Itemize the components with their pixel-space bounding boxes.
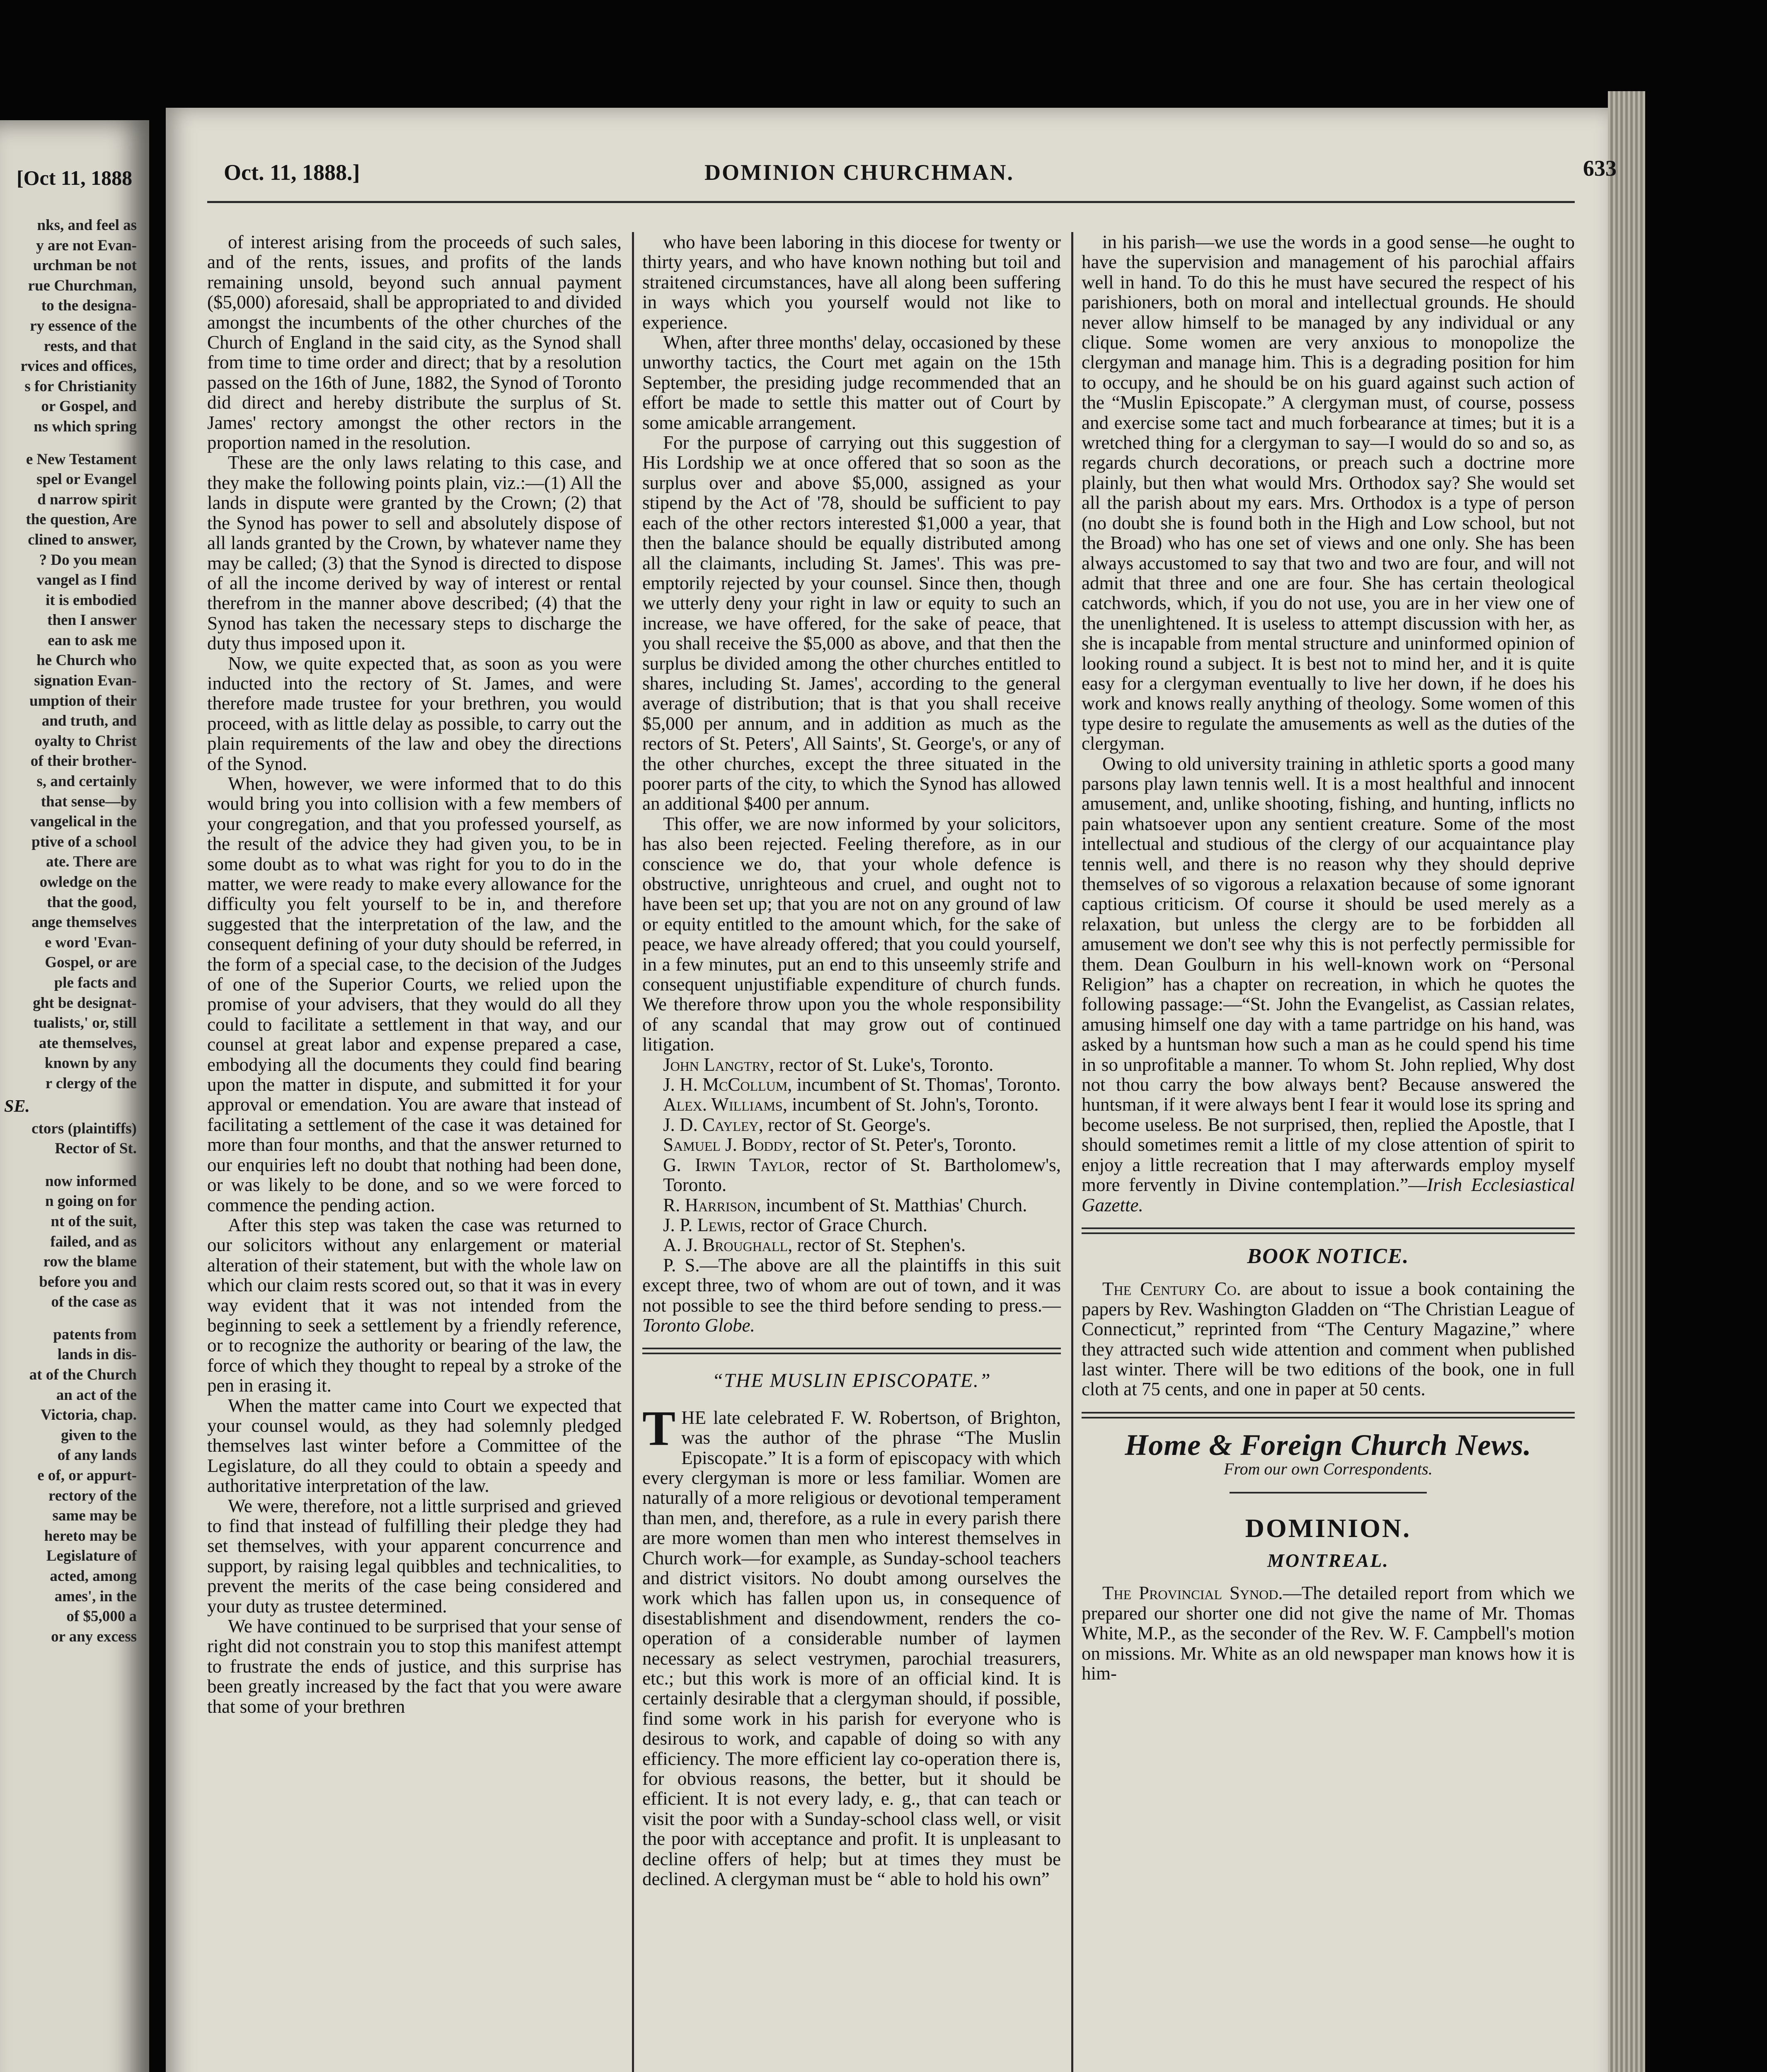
previous-page-line: s for Christianity (24, 378, 137, 395)
signatory: A. J. Broughall, rector of St. Stephen's. (663, 1234, 966, 1256)
previous-page-line: of any lands (57, 1447, 137, 1464)
previous-page-line: umption of their (29, 692, 137, 709)
previous-page-line: failed, and as (50, 1233, 137, 1250)
previous-page-line: tualists,' or, still (33, 1014, 137, 1032)
previous-page-line: e of, or appurt- (37, 1467, 137, 1484)
muslin-episcopate-heading: “THE MUSLIN EPISCOPATE.” (712, 1370, 991, 1392)
previous-page-line: then I answer (47, 612, 137, 629)
paragraph: We were, therefore, not a little surprised and grieved to find that instead of fulfilling their pledge they had set themselves, with your apparent concurrence and support, by raising legal quibbles and technicalities, to prevent the merits of the case being considered and your duty as trustee determined. (207, 1495, 622, 1617)
dominion-heading: DOMINION. (1245, 1513, 1411, 1543)
paragraph: Now, we quite expected that, as soon as you were inducted into the rectory of St. James, and were therefore made trustee for your brethren, you would proceed, with as little delay as possible, to carry out the plain requirements of the law and obey the directions of the Synod. (207, 653, 622, 774)
paragraph: When the matter came into Court we expected that your counsel would, as they had solemnly pledged themselves last winter before a Committee of the Legislature, do all they could to obtain a speedy and authoritative interpretation of the law. (207, 1395, 622, 1496)
correspondents-subheading: From our own Correspondents. (1224, 1460, 1433, 1479)
previous-page-line: rests, and that (44, 337, 137, 355)
issue-date: Oct. 11, 1888.] (224, 160, 360, 185)
previous-page-line: vangelical in the (30, 813, 137, 830)
previous-page-line: spel or Evangel (36, 471, 137, 488)
previous-page-line: y are not Evan- (36, 237, 137, 254)
postscript: P. S.—The above are all the plaintiffs in this suit except three, two of whom are out of town, and it was not possible to see the third before sending to press.—Toronto Globe. (642, 1254, 1061, 1336)
church-news-heading: Home & Foreign Church News. (1125, 1428, 1532, 1462)
previous-page-line: same may be (52, 1507, 137, 1525)
previous-page-line: Rector of St. (55, 1140, 137, 1157)
previous-page-line (0, 1159, 137, 1172)
previous-page-line: known by any (44, 1055, 137, 1072)
previous-page-line: n going on for (45, 1193, 137, 1210)
signatory: Alex. Williams, incumbent of St. John's, Toronto. (663, 1094, 1039, 1115)
muslin-episcopate-text: THE late celebrated F. W. Robertson, of Brighton, was the author of the phrase “The Muslin Episcopate.” It is a form of episcopacy with which every clergyman is more or less familiar. Women are naturally of a more religious or devotional temperament than men, and, therefore, as a rule in every parish there are more women than men who interest themselves in Church work—for example, as Sunday-school teachers and district visitors. No doubt among ourselves the work which has fallen upon us, in consequence of disestablishment and disendowment, renders the co-operation of a considerable number of laymen necessary as select vestrymen, parochial treasurers, etc.; but this work is more of an official kind. It is certainly desirable that a clergyman should, if possible, find some work in his parish for everyone who is desirous to work, and capable of doing so with any efficiency. The more efficient lay co-operation there is, for obvious reasons, the better, but it should be efficient. It is not every lady, e. g., that can teach or visit the poor with a Sunday-school class well, or visit the poor with acceptance and profit. It is unpleasant to decline offers of help; but at times they must be declined. A clergyman must be “ able to hold his own” (642, 1400, 1061, 1890)
previous-page-line: nt of the suit, (51, 1213, 137, 1230)
section-rule (642, 1348, 1061, 1354)
previous-page-line: now informed (45, 1172, 137, 1190)
signatory: J. H. McCollum, incumbent of St. Thomas', Toronto. (663, 1074, 1061, 1095)
previous-page-line: e New Testament (26, 450, 137, 468)
previous-page-line: it is embodied (46, 591, 137, 609)
previous-page-line: e word 'Evan- (45, 934, 137, 951)
provincial-synod-text: The Provincial Synod.—The detailed report from which we prepared our shorter one did not give the name of Mr. Thomas White, M.P., as the seconder of the Rev. W. F. Campbell's motion on missions. Mr. White as an old newspaper man knows how it is him- (1082, 1583, 1575, 1684)
previous-page-line: ry essence of the (30, 317, 137, 334)
paragraph: When, after three months' delay, occasioned by these unworthy tactics, the Court met again on the 15th September, the presiding judge recommended that an effort be made to settle this matter out of Court by some amicable arrangement. (642, 332, 1061, 433)
quote-source: Irish Ecclesiastical Gazette. (1082, 1174, 1575, 1215)
paragraph: After this step was taken the case was returned to our solicitors without any enlargement or material alteration of their statement, but with the whole law on which our claim rests scored out, so that it was in every way evident that it was not intended from the beginning to seek a settlement by a friendly reference, or to recognize the authority or bearing of the law, the force of which they thought to repeal by a stroke of the pen in erasing it. (207, 1214, 622, 1396)
signatory: Samuel J. Boddy, rector of St. Peter's, Toronto. (663, 1134, 1017, 1155)
previous-page-line: nks, and feel as (37, 217, 137, 234)
previous-page-line: before you and (39, 1273, 137, 1290)
previous-page-line: or Gospel, and (41, 398, 137, 415)
page-number: 633 (1583, 156, 1617, 181)
previous-page-line: rvices and offices, (20, 358, 137, 375)
previous-page-line: row the blame (43, 1253, 137, 1271)
column-divider (1071, 232, 1073, 2072)
previous-page-text (0, 215, 137, 1647)
previous-page-line: s, and certainly (36, 773, 137, 790)
signatory: J. D. Cayley, rector of St. George's. (663, 1114, 931, 1135)
previous-page-line: ple facts and (54, 974, 137, 991)
previous-page-line: oyalty to Christ (34, 732, 137, 750)
paragraph: We have continued to be surprised that your sense of right did not constrain you to stop this manifest attempt to frustrate the ends of justice, and this surprise has been greatly increased by the fact that you were aware that some of your brethren (207, 1616, 622, 1717)
previous-page-line: at of the Church (29, 1366, 137, 1384)
signatory: R. Harrison, incumbent of St. Matthias' Church. (663, 1194, 1027, 1215)
book-notice-text: The Century Co. are about to issue a book containing the papers by Rev. Washington Gladden on “The Christian League of Connecticut,” reprinted from “The Century Magazine,” where they attracted such wide attention and comment when published last winter. There will be two editions of the book, one in full cloth at 75 cents, and one in paper at 50 cents. (1082, 1278, 1575, 1400)
previous-page-line: ate themselves, (39, 1034, 137, 1052)
column-divider (632, 232, 634, 2072)
previous-page-line: hereto may be (44, 1527, 137, 1544)
previous-page-line: of the case as (51, 1293, 137, 1311)
short-rule (1230, 1492, 1427, 1493)
column-1 (207, 232, 622, 1716)
previous-page-edge (0, 120, 149, 2072)
previous-page-line: ns which spring (34, 418, 137, 435)
previous-page-line: patents from (53, 1326, 137, 1343)
column-2 (642, 232, 1061, 1889)
previous-page-line (0, 1312, 137, 1325)
previous-page-section-head: SE. (4, 1097, 30, 1116)
previous-page-line: and truth, and (41, 712, 137, 730)
page-stack-edge (1608, 91, 1645, 2072)
signatory: J. P. Lewis, rector of Grace Church. (663, 1214, 928, 1235)
previous-page-line: he Church who (36, 652, 137, 669)
header-rule (207, 201, 1575, 203)
previous-page-line: d narrow spirit (37, 491, 137, 508)
previous-page-line: that the good, (47, 893, 137, 911)
paragraph: When, however, we were informed that to do this would bring you into collision with a few members of your congregation, and that you professed yourself, as the result of the advice they had given you, to be in some doubt as to what was right for you to do in the matter, we were ready to make every allowance for the difficulty you felt yourself to be in, and therefore suggested that the interpretation of the law, and the consequent defining of your duty should be referred, in the form of a special case, to the decision of the Judges of one of the Superior Courts, we relied upon the promise of your advisers, that they would do all they could to facilitate a settlement in that way, and our counsel at great labor and expense prepared a case, embodying all the documents they could find bearing upon the matter in dispute, and submitted it for your approval or emendation. You are aware that instead of facilitating a settlement of the case it was detained for more than four months, and that the answer returned to our enquiries left no doubt that nothing had been done, or was likely to be done, and so we were forced to commence the pending action. (207, 773, 622, 1215)
paragraph: who have been laboring in this diocese for twenty or thirty years, and who have known nothing but toil and straitened circumstances, have all along been suffering in ways which you yourself would not like to experience. (642, 232, 1061, 333)
column-3 (1082, 232, 1575, 1683)
previous-page-line: ean to ask me (48, 632, 137, 649)
previous-page-line: or any excess (51, 1628, 137, 1645)
previous-page-line: owledge on the (39, 874, 137, 891)
previous-page-line: of their brother- (30, 753, 137, 770)
previous-page-line: Gospel, or are (45, 954, 137, 971)
montreal-heading: MONTREAL. (1267, 1549, 1389, 1571)
masthead-title: DOMINION CHURCHMAN. (704, 160, 1014, 185)
previous-page-line: urchman be not (33, 257, 137, 274)
drop-cap: T (642, 1400, 676, 1456)
previous-page-line: lands in dis- (57, 1346, 137, 1363)
postscript-source: Toronto Globe. (642, 1314, 755, 1336)
newspaper-page (166, 108, 1617, 2072)
paragraph: For the purpose of carrying out this suggestion of His Lordship we at once offered that so soon as the surplus over and above $5,000, assigned as your stipend by the Act of '78, should be sufficient to pay each of the other rectors interested $1,000 a year, that then the balance should be equally distributed among all the claimants, including St. James'. This was pre-emptorily rejected by your counsel. Since then, though we utterly deny your right in law or equity to such an increase, we have offered, for the sake of peace, that you shall receive the $5,000 as above, and that then the surplus be divided among the other churches entitled to shares, including St. James', according to the general average of distribution; that is that you shall receive $5,000 per annum, and in addition as much as the rectors of St. Peters', All Saints', St. George's, or any of the other churches, except the three situated in the poorer parts of the city, to which the Synod has allowed an additional $400 per annum. (642, 432, 1061, 814)
previous-page-line (0, 437, 137, 450)
previous-page-line: an act of the (56, 1386, 137, 1404)
section-rule (1082, 1412, 1575, 1418)
previous-page-line: that sense—by (41, 793, 137, 810)
paragraph: This offer, we are now informed by your solicitors, has also been rejected. Feeling therefore, as in our conscience we do, that your whole defence is obstructive, unrighteous and cruel, and ought not to have been set up; that you are not on any ground of law or equity entitled to the amount which, for the sake of peace, we have already offered; that you could yourself, in a few minutes, put an end to this unseemly strife and consequent unjustifiable expenditure of church funds. We therefore throw upon you the whole responsibility of any scandal that may grow out of continued litigation. (642, 813, 1061, 1055)
previous-page-line: the question, Are (26, 511, 137, 528)
previous-page-line: ? Do you mean (39, 551, 137, 569)
previous-page-line: r clergy of the (45, 1075, 137, 1092)
previous-page-line: acted, among (50, 1568, 137, 1585)
previous-page-line: ange themselves (31, 914, 137, 931)
paragraph: These are the only laws relating to this case, and they make the following points plain, viz.:—(1) All the lands in dispute were granted by the Crown; (2) that the Synod has power to sell and absolutely dispose of all lands granted by the Crown, by whatever name they may be called; (3) that the Synod is directed to dispose of all the income derived by way of interest or rental therefrom in the manner above described; (4) that the Synod has taken the necessary steps to discharge the duty thus imposed upon it. (207, 452, 622, 654)
previous-page-line: to the designa- (41, 297, 137, 315)
previous-page-line: of $5,000 a (66, 1608, 137, 1625)
previous-page-line: ames', in the (54, 1588, 137, 1605)
previous-page-line: given to the (61, 1426, 137, 1444)
previous-page-line: Victoria, chap. (41, 1406, 137, 1424)
previous-page-line: clined to answer, (28, 531, 137, 548)
signatory: John Langtry, rector of St. Luke's, Toronto. (663, 1054, 994, 1075)
paragraph: Owing to old university training in athletic sports a good many parsons play lawn tennis well. It is a most healthful and innocent amusement, and, unlike shooting, fishing, and hunting, inflicts no pain whatsoever upon any sentient creature. Some of the most intellectual and studious of the clergy of our acquaintance play tennis well, and there is no reason why they should deprive themselves of so vigorous a relaxation because of some ignorant captious criticism. Of course it should be used merely as a relaxation, but unless the clergy are to be forbidden all amusement we don't see why this is not perfectly permissible for them. Dean Goulburn in his well-known work on “Personal Religion” has a chapter on recreation, in which he quotes the following passage:—“St. John the Evangelist, as Cassian relates, amusing himself one day with a tame partridge on his hand, was asked by a huntsman how such a man as he could spend his time in so unprofitable a manner. To whom St. John replied, Why dost not thou carry the bow always bent? Because answered the huntsman, if it were always bent I fear it would lose its spring and become useless. Be not surprised, then, replied the Apostle, that I should sometimes remit a little of my close attention of spirit to enjoy a little recreation that I may afterwards employ myself more fervently in Divine contemplation.”—Irish Ecclesiastical Gazette. (1082, 753, 1575, 1215)
page-header (166, 156, 1617, 197)
previous-page-line: ptive of a school (31, 833, 137, 850)
previous-page-line: Legislature of (46, 1547, 137, 1565)
book-notice-heading: BOOK NOTICE. (1247, 1244, 1409, 1268)
previous-page-line: ctors (plaintiffs) (31, 1120, 137, 1137)
previous-page-line: ate. There are (46, 853, 137, 871)
previous-page-line: signation Evan- (34, 672, 137, 690)
paragraph: in his parish—we use the words in a good sense—he ought to have the supervision and management of his parochial affairs well in hand. To do this he must have secured the respect of his parishioners, both on moral and intellectual grounds. He should never allow himself to be managed by any individual or any clique. Some women are very anxious to monopolize the clergyman and manage him. This is a degrading position for him to occupy, and he should be on his guard against such action of the “Muslin Episcopate.” A clergyman must, of course, possess and exercise some tact and much forbearance at times; but it is a wretched thing for a clergyman to say—I would do so and so, as regards church decorations, or preach such a doctrine more plainly, but then what would Mrs. Orthodox say? She would set all the parish about my ears. Mrs. Orthodox is a type of person (no doubt she is found both in the High and Low school, but not the Broad) who has one set of views and one only. She has been always accustomed to say that two and two are four, and will not admit that three and one are four. She has certain theological catchwords, which, if you do not use, you are in her view one of the unenlightened. It is useless to attempt discussion with her, as she is incapable from mental structure and uninformed opinion of looking round a subject. It is best not to mind her, and it is quite easy for a clergyman eventually to live her down, if he does his work and knows really anything of theology. Some women of this type desire to regulate the amusements as well as the duties of the clergyman. (1082, 232, 1575, 754)
previous-page-line: rectory of the (48, 1487, 137, 1504)
previous-page-line: vangel as I find (36, 571, 137, 589)
previous-page-line: rue Churchman, (28, 277, 137, 294)
previous-page-line: ght be designat- (33, 994, 137, 1012)
paragraph: of interest arising from the proceeds of such sales, and of the rents, issues, and profits of the lands remaining unsold, beyond such annual payment ($5,000) aforesaid, shall be appropriated to and divided amongst the incumbents of the other churches of the Church of England in the said city, as the Synod shall from time to time order and direct; that by a resolution passed on the 16th of June, 1882, the Synod of Toronto did direct and hereby distribute the surplus of St. James' rectory amongst the other rectors in the proportion named in the resolution. (207, 232, 622, 453)
signatory: G. Irwin Taylor, rector of St. Bartholomew's, Toronto. (663, 1154, 1061, 1196)
section-rule (1082, 1227, 1575, 1234)
previous-page-header: [Oct 11, 1888 (17, 166, 133, 189)
